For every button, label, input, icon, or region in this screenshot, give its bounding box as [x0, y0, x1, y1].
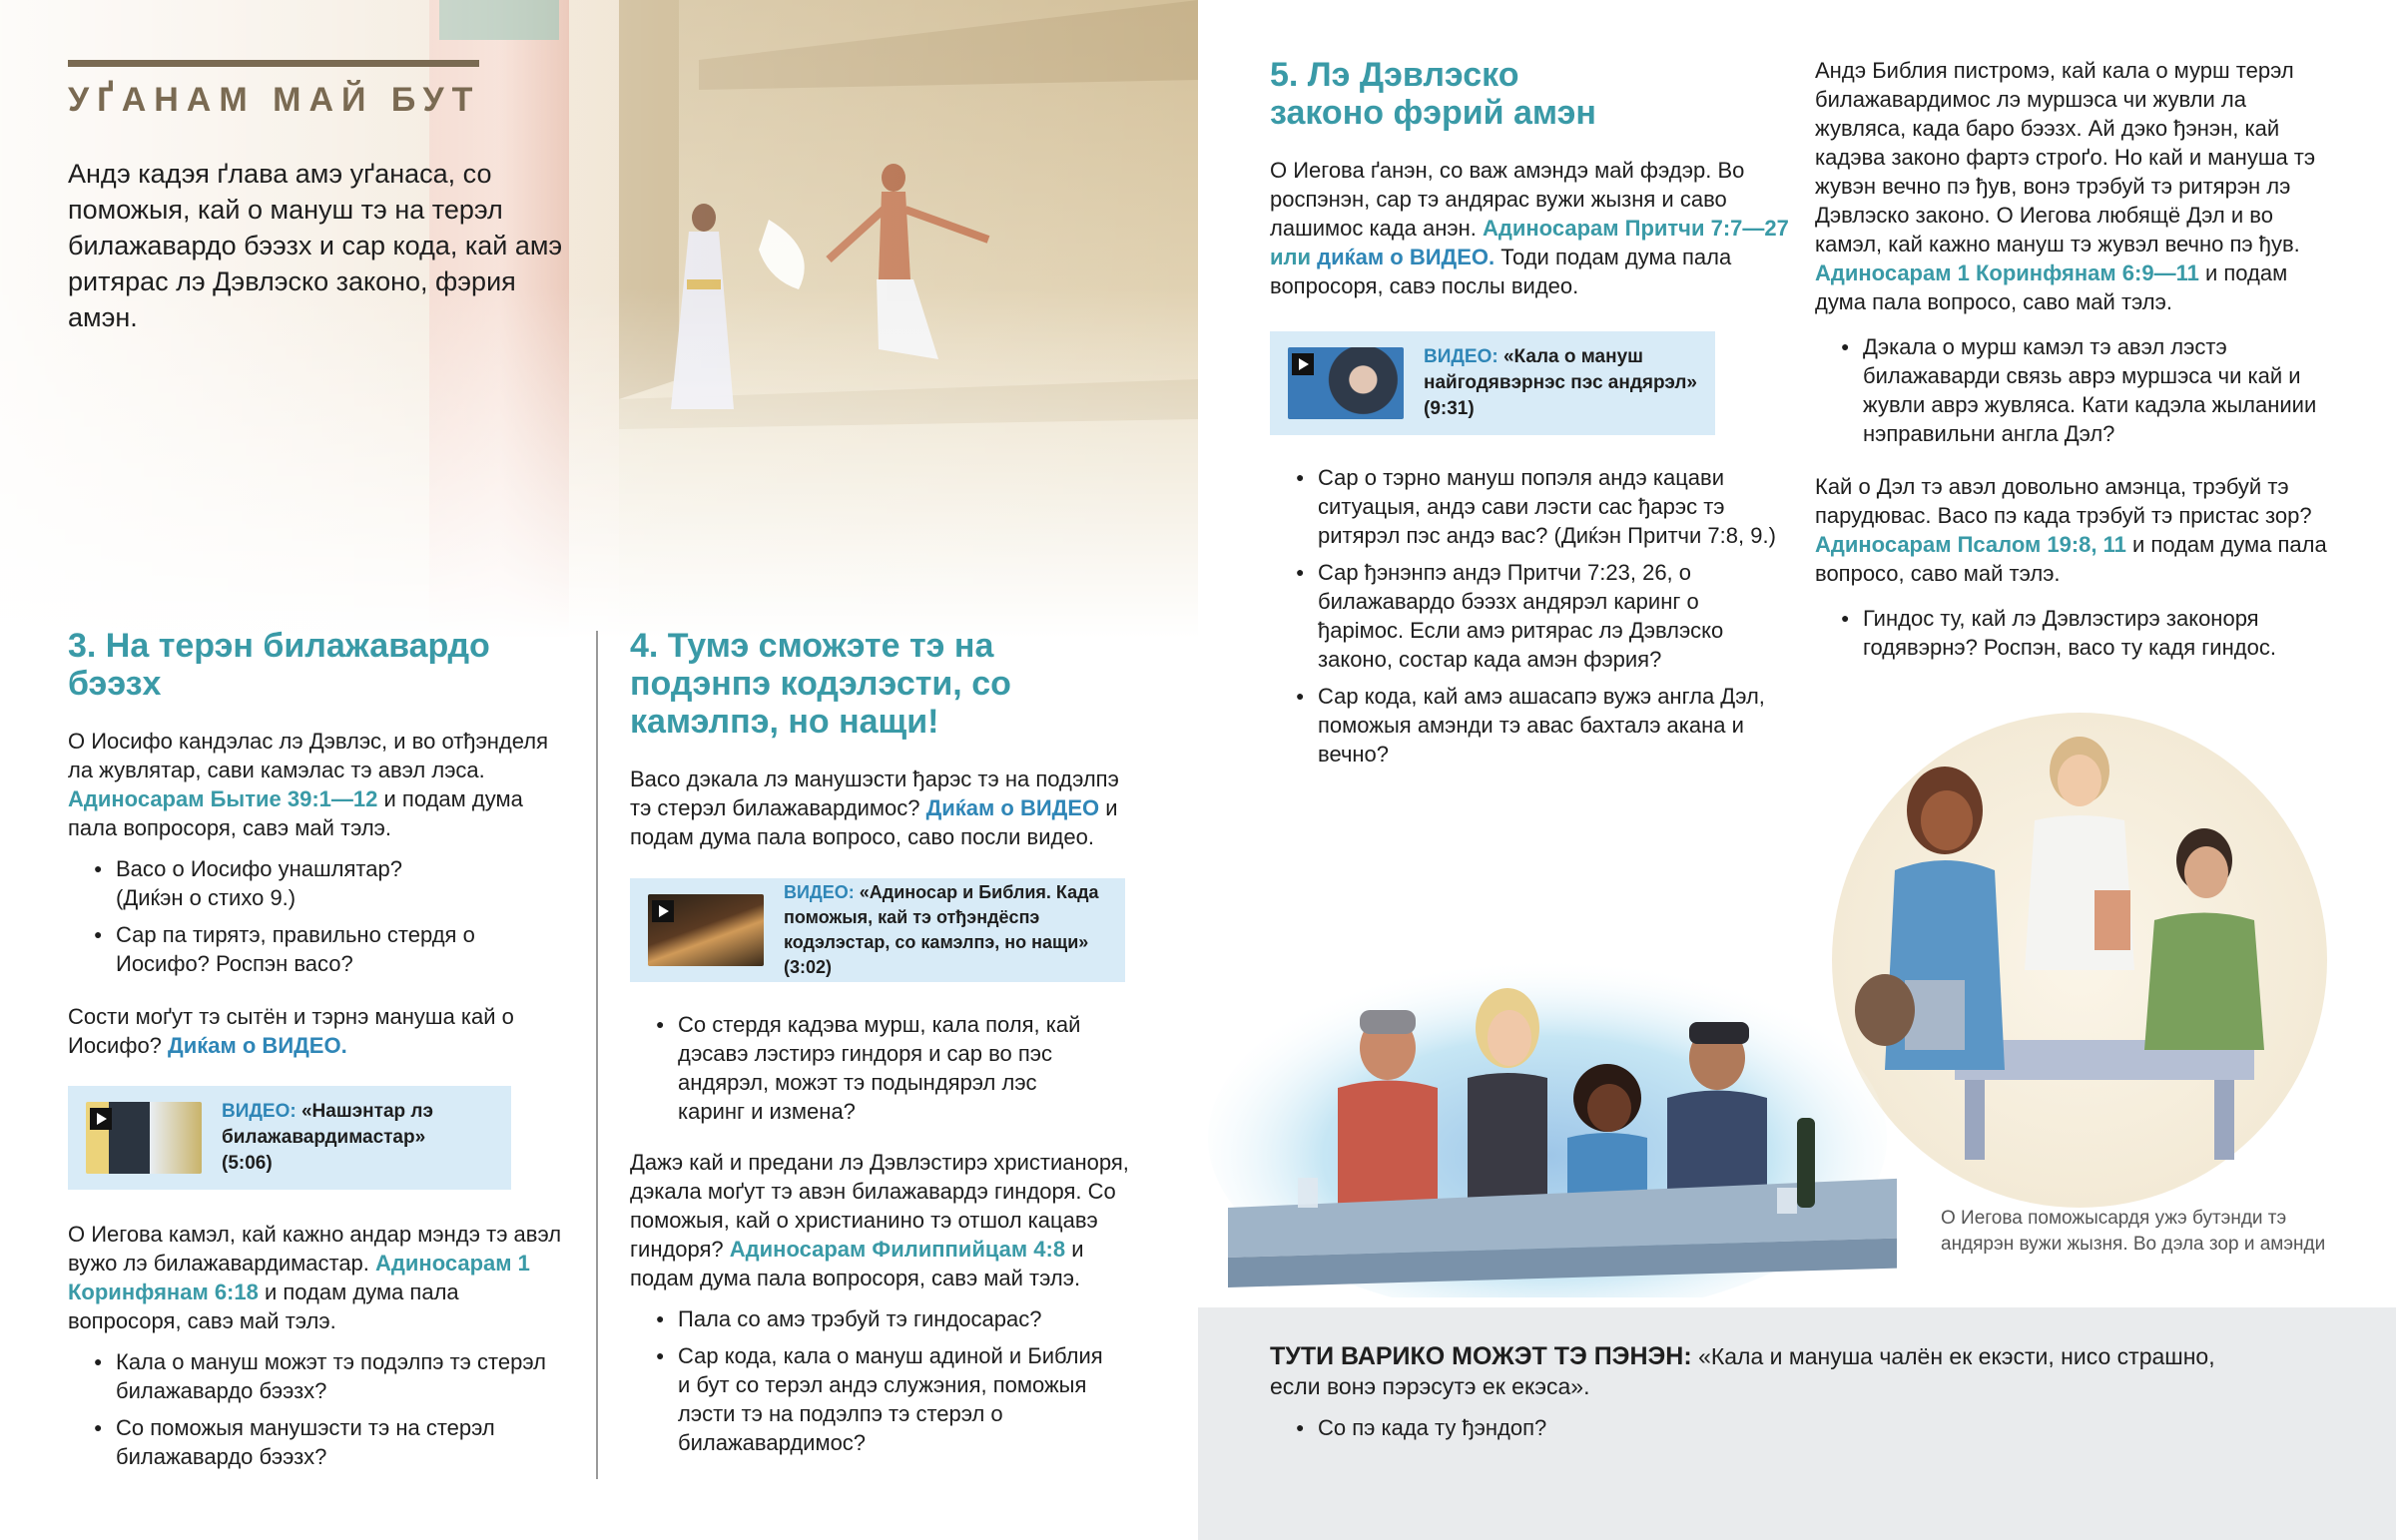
- column-divider: [596, 631, 598, 1479]
- question-item: ● Со пэ када ту ђэндоп?: [1270, 1413, 2069, 1442]
- section5-continued: [1270, 463, 1789, 776]
- play-icon: [652, 900, 674, 922]
- video-info: ВИДЕО: «Нашэнтар лэ билажавардимастар» (5:06): [222, 1101, 433, 1174]
- question-item: ● Дэкала о мурш камэл тэ авэл лэстэ билажаварди связь аврэ муршэса чи кай и жувли аврэ жувляса. Кати кадэла жыланиии нэправильни англа Дэл?: [1815, 332, 2334, 448]
- section4-heading: 4. Тумэ сможэте тэ на подэнпэ кодэлэсти, со камэлпэ, но нащи!: [630, 627, 1011, 741]
- video-card-section4[interactable]: [630, 878, 1125, 982]
- section3-continued: [68, 1220, 567, 1479]
- section4: [630, 627, 1129, 851]
- scripture-link-1cor[interactable]: Адиносарам 1 Коринфянам 6:18: [68, 1251, 530, 1304]
- video-thumbnail: [648, 894, 764, 966]
- objection-quote: «Кала и мануша чалён ек екэсти, нисо страшно, если вонэ пэрэсутэ ек екэса».: [1270, 1343, 2215, 1399]
- question-item: ● Пала со амэ трэбуй тэ гиндосарас?: [630, 1304, 1129, 1333]
- question-item: ● Со стердя кадэва мурш, кала поля, кай дэсавэ лэстирэ гиндоря и сар во пэс андярэл, можэт тэ подындярэл лэс каринг и измена?: [630, 1010, 1129, 1126]
- section3: [68, 627, 567, 1060]
- play-icon: [90, 1108, 112, 1130]
- section3-paragraph3: О Иегова камэл, кай кажно андар мэндэ тэ авэл вужо лэ билажавардимастар. Адиносарам 1 Коринфянам 6:18 и подам дума пала вопросоря, савэ май тэлэ.: [68, 1222, 562, 1333]
- section5: [1270, 56, 1789, 300]
- video-card-section5[interactable]: [1270, 331, 1715, 435]
- scripture-link-philippians[interactable]: Адиносарам Филиппийцам 4:8: [729, 1237, 1066, 1262]
- column4-paragraph1: Андэ Библия пистромэ, кай кала о мурш терэл билажавардимос лэ муршэса чи жувли ла жувляса, када баро бээзх. Ай дэко ђэнэн, кай кадэва законо фартэ строґо. Но кай и мануша тэ жувэн вечно пэ ђув, вонэ трэбуй тэ ритярэн лэ Дэвлэско законо. О Иегова любящё Дэл и во камэл, кай кажно мануш тэ жувэл вечно пэ ђув. Адиносарам 1 Коринфянам 6:9—11 и подам дума пала вопросо, саво май тэлэ.: [1815, 58, 2316, 314]
- watch-video-link[interactable]: Диќам о ВИДЕО.: [168, 1033, 347, 1058]
- question-item: ● Кала о мануш можэт тэ подэлпэ тэ стерэл билажавардо бээзх?: [68, 1347, 567, 1405]
- party-scene-illustration: [1198, 938, 1897, 1297]
- question-item: ● Васо о Иосифо унашлятар? (Диќэн о стихо 9.): [68, 854, 567, 912]
- question-item: ● Гиндос ту, кай лэ Дэвлэстирэ законоря годявэрнэ? Роспэн, васо ту кадя гиндос.: [1815, 604, 2334, 662]
- section3-paragraph1: О Иосифо кандэлас лэ Дэвлэс, и во отђэнделя ла жувлятар, сави камэлас тэ авэл лэса. Адиносарам Бытие 39:1—12 и подам дума пала вопросоря, савэ май тэлэ.: [68, 729, 549, 840]
- video-thumbnail: [86, 1102, 202, 1174]
- section5-paragraph1: О Иегова ґанэн, со важ амэндэ май фэдэр. Во роспэнэн, сар тэ андярас вужи жызня и саво лашимос када анэн. Адиносарам Притчи 7:7—27 или диќам о ВИДЕО. Тоди подам дума пала вопросоря, савэ послы видео.: [1270, 158, 1789, 298]
- section5-heading: 5. Лэ Дэвлэско законо фэрий амэн: [1270, 56, 1596, 132]
- section4-paragraph2: Дажэ кай и предани лэ Дэвлэстирэ христианоря, дэкала моґут тэ авэн билажавардэ гиндоря. Со поможыя, кай о христианино тэ отшол кацавэ гиндоря? Адиносарам Филиппийцам 4:8 и подам дума пала вопросоря, савэ май тэлэ.: [630, 1150, 1129, 1290]
- scripture-link-proverbs[interactable]: Адиносарам Притчи 7:7—27: [1483, 216, 1789, 241]
- question-item: ● Сар кода, кай амэ ашасапэ вужэ англа Дэл, поможыя амэнди тэ авас бахталэ акана и вечно?: [1270, 682, 1789, 769]
- scripture-link-genesis[interactable]: Адиносарам Бытие 39:1—12: [68, 786, 378, 811]
- column4-questions-b: [1815, 604, 2334, 662]
- section4-questions-b: [630, 1304, 1129, 1457]
- conversation-panel: [1198, 1307, 2396, 1540]
- question-item: ● Сар кода, кала о мануш адиной и Библия и бут со терэл андэ служэния, поможыя лэсти тэ на подэлпэ тэ стерэл о билажавардимос?: [630, 1341, 1129, 1457]
- objection-text: [1270, 1341, 2268, 1401]
- watch-video-link[interactable]: диќам о ВИДЕО.: [1317, 245, 1496, 269]
- video-thumbnail: [1288, 347, 1404, 419]
- column4: [1815, 56, 2334, 670]
- question-item: ● Сар ђэнэнпэ андэ Притчи 7:23, 26, о билажавардо бээзх андярэл каринг о ђарімос. Если амэ ритярас лэ Дэвлэско законо, состар када амэн фэрия?: [1270, 558, 1789, 674]
- question-item: ● Сар па тирятэ, правильно стердя о Иосифо? Роспэн васо?: [68, 920, 567, 978]
- play-icon: [1292, 353, 1314, 375]
- scripture-link-1cor-6-9[interactable]: Адиносарам 1 Коринфянам 6:9—11: [1815, 260, 2199, 285]
- section5-questions: [1270, 463, 1789, 769]
- banner-title: УҐАНАМ МАЙ БУТ: [68, 81, 481, 119]
- blonde-woman: [1468, 988, 1547, 1208]
- section3-heading: 3. На терэн билажавардо бээзх: [68, 627, 490, 703]
- video-info: ВИДЕО: «Кала о мануш найгодявэрнэс пэс андярэл» (9:31): [1424, 346, 1697, 419]
- video-card-section3[interactable]: [68, 1086, 511, 1190]
- objection-lead: ТУТИ ВАРИКО МОЖЭТ ТЭ ПЭНЭН:: [1270, 1342, 1692, 1370]
- section4-continued: [630, 1010, 1129, 1465]
- section4-questions-a: [630, 1010, 1129, 1126]
- section3-questions-b: [68, 1347, 567, 1471]
- illustration-caption: О Иегова поможысардя ужэ бутэнди тэ андярэн вужи жызня. Во дэла зор и амэнди: [1941, 1208, 2326, 1255]
- column4-paragraph2: Кай о Дэл тэ авэл довольно амэнца, трэбуй тэ парудювас. Васо пэ када трэбуй тэ пристас зор? Адиносарам Псалом 19:8, 11 и подам дума пала вопросо, саво май тэлэ.: [1815, 474, 2327, 586]
- banner-rule: [68, 60, 479, 67]
- question-item: ● Сар о тэрно мануш попэля андэ кацави ситуацыя, андэ сави лэсти сас ђарэс тэ ритярэл пэс андэ вас? (Диќэн Притчи 7:8, 9.): [1270, 463, 1789, 550]
- intro-text: Андэ кадэя ґлава амэ уґанаса, со поможыя, кай о мануш тэ на терэл билажавардо бээзх и сар кода, кай амэ ритярас лэ Дэвлэско законо, фэрия амэн.: [68, 159, 563, 332]
- section3-questions-a: [68, 854, 567, 978]
- section4-paragraph1: Васо дэкала лэ манушэсти ђарэс тэ на подэлпэ тэ стерэл билажавардимос? Диќам о ВИДЕО и подам дума пала вопросо, саво посли видео.: [630, 767, 1119, 849]
- scripture-link-psalm[interactable]: Адиносарам Псалом 19:8, 11: [1815, 532, 2126, 557]
- column4-questions-a: [1815, 332, 2334, 448]
- section3-paragraph2: Сости моґут тэ сытён и тэрнэ мануша кай о Иосифо? Диќам о ВИДЕО.: [68, 1004, 514, 1058]
- watch-video-link[interactable]: Диќам о ВИДЕО: [925, 795, 1100, 820]
- objection-questions: [1270, 1413, 2069, 1450]
- video-info: ВИДЕО: «Адиносар и Библия. Када поможыя, кай тэ отђэндёспэ кодэлэстар, со камэлпэ, но нащи» (3:02): [784, 882, 1099, 977]
- question-item: ● Со поможыя манушэсти тэ на стерэл билажавардо бээзх?: [68, 1413, 567, 1471]
